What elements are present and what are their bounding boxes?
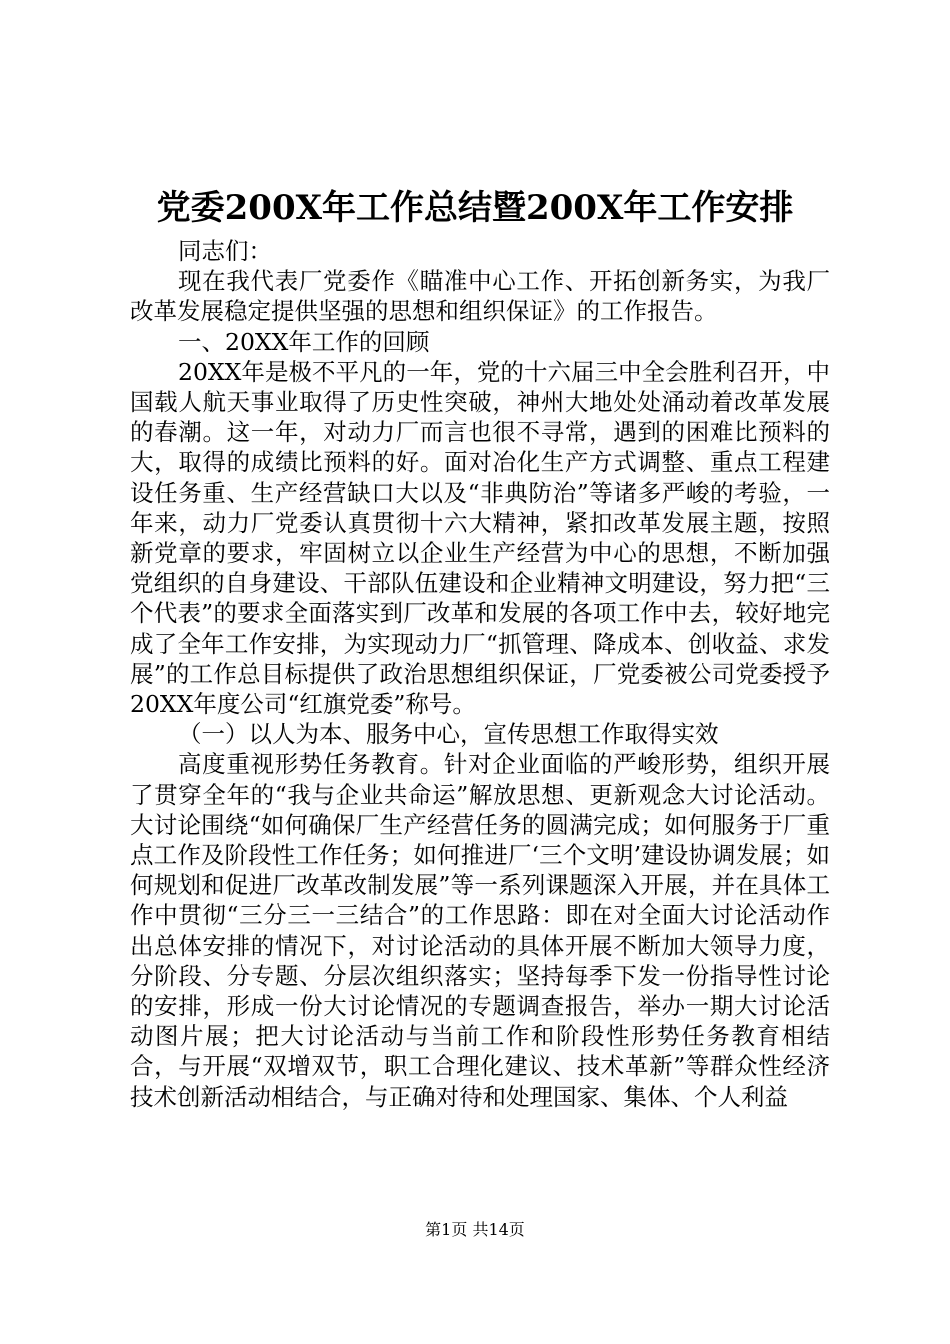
document-title: 党委200X年工作总结暨200X年工作安排 [156,188,794,228]
review-paragraph: 20XX年是极不平凡的一年，党的十六届三中全会胜利召开，中国载人航天事业取得了历史性突破，神州大地处处涌动着改革发展的春潮。这一年，对动力厂而言也很不寻常，遇到的困难比预料的大，取得的成绩比预料的好。面对冶化生产方式调整、重点工程建设任务重、生产经营缺口大以及“非典防治”等诸多严峻的考验，一年来，动力厂党委认真贯彻十六大精神，紧扣改革发展主题，按照新党章的要求，牢固树立以企业生产经营为中心的思想，不断加强党组织的自身建设、干部队伍建设和企业精神文明建设，努力把“三个代表”的要求全面落实到厂改革和发展的各项工作中去，较好地完成了全年工作安排，为实现动力厂“抓管理、降成本、创收益、求发展”的工作总目标提供了政治思想组织保证，厂党委被公司党委授予20XX年度公司“红旗党委”称号。 [130,357,830,719]
section-heading: 一、20XX年工作的回顾 [178,327,430,356]
intro-paragraph: 现在我代表厂党委作《瞄准中心工作、开拓创新务实，为我厂改革发展稳定提供坚强的思想和组织保证》的工作报告。 [130,267,830,326]
salutation-paragraph: 同志们： [178,237,272,265]
page-number-footer: 第1页 共14页 [425,1220,525,1239]
document-body [130,236,830,1112]
education-paragraph: 高度重视形势任务教育。针对企业面临的严峻形势，组织开展了贯穿全年的“我与企业共命运”解放思想、更新观念大讨论活动。大讨论围绕“如何确保厂生产经营任务的圆满完成；如何服务于厂重点工作及阶段性工作任务；如何推进厂‘三个文明’建设协调发展；如何规划和促进厂改革改制发展”等一系列课题深入开展，并在具体工作中贯彻“三分三一三结合”的工作思路：即在对全面大讨论活动作出总体安排的情况下，对讨论活动的具体开展不断加大领导力度，分阶段、分专题、分层次组织落实；坚持每季下发一份指导性讨论的安排，形成一份大讨论情况的专题调查报告，举办一期大讨论活动图片展；把大讨论活动与当前工作和阶段性形势任务教育相结合，与开展“双增双节，职工合理化建议、技术革新”等群众性经济技术创新活动相结合，与正确对待和处理国家、集体、个人利益 [130,750,830,1111]
subsection-heading: （一）以人为本、服务中心，宣传思想工作取得实效 [178,720,719,749]
